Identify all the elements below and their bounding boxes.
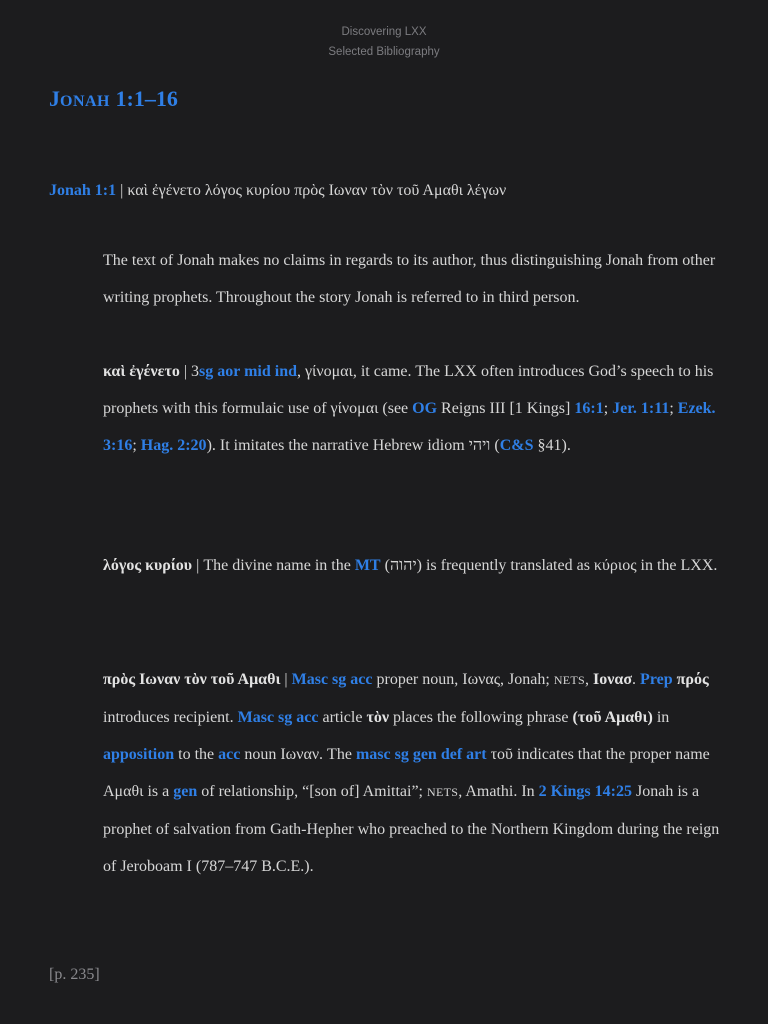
cs-link[interactable]: C&S <box>499 437 534 454</box>
verse-separator: | <box>116 182 128 199</box>
lemma-logos-kyriou: λόγος κυρίου <box>103 557 193 574</box>
ref-link-jer[interactable]: Jer. 1:11 <box>612 400 670 417</box>
og-link[interactable]: OG <box>412 400 438 417</box>
note-text: in <box>652 709 670 726</box>
note-text: introduces recipient. <box>103 709 238 726</box>
note-text: , <box>585 671 594 688</box>
apposition-link[interactable]: apposition <box>103 746 175 763</box>
mt-link[interactable]: MT <box>354 557 381 574</box>
lemma-pros-ionan: πρὸς Ιωναν τὸν τοῦ Αμαθι <box>103 671 281 688</box>
note-text: noun Ιωναν. The <box>240 746 356 763</box>
note-separator: | 3 <box>179 363 200 380</box>
intro-paragraph <box>103 242 728 316</box>
top-bar <box>0 22 768 62</box>
note-text: article <box>318 709 367 726</box>
chapter-heading <box>49 84 178 117</box>
note-kai-egeneto <box>103 353 728 464</box>
greek-tou-amathi: (τοῦ Αμαθι) <box>572 709 653 726</box>
masc-sg-acc-link-2[interactable]: Masc sg acc <box>237 709 319 726</box>
lemma-kai-egeneto: καὶ ἐγένετο <box>103 363 180 380</box>
note-text: | The divine name in the <box>192 557 355 574</box>
note-logos-kyriou <box>103 547 728 584</box>
note-separator: | <box>280 671 292 688</box>
greek-ionas: Ιονασ <box>593 671 633 688</box>
note-text: ; <box>132 437 141 454</box>
section-title: Selected Bibliography <box>328 46 440 58</box>
heading-initial: J <box>49 86 60 111</box>
ref-link-2-kings[interactable]: 2 Kings 14:25 <box>538 783 632 800</box>
note-text: §41). <box>533 437 571 454</box>
nets-abbrev: NETS <box>553 673 586 687</box>
greek-ton: τὸν <box>366 709 389 726</box>
note-text: to the <box>174 746 219 763</box>
note-text: proper noun, Ιωνας, Jonah; <box>372 671 554 688</box>
verse-ref-link[interactable]: Jonah 1:1 <box>49 182 117 199</box>
acc-link[interactable]: acc <box>218 746 241 763</box>
masc-sg-acc-link[interactable]: Masc sg acc <box>291 671 373 688</box>
note-text: . <box>632 671 641 688</box>
note-text: (יהוה) is frequently translated as κύριος in the LXX. <box>380 557 718 574</box>
note-text: τοῦ indicates that the proper name Αμαθι is a <box>103 746 710 800</box>
heading-ref: 1:1–16 <box>115 86 178 111</box>
note-text: , γίνομαι, it came. The LXX often introduces God’s speech to his prophets with this formulaic use of γίνομαι (see <box>103 363 714 417</box>
note-text: ). It imitates the narrative Hebrew idiom ויהי ( <box>206 437 500 454</box>
ref-link-16-1[interactable]: 16:1 <box>574 400 604 417</box>
note-text: Reigns III [1 Kings] <box>437 400 575 417</box>
heading-smallcaps: ONAH <box>60 93 110 110</box>
prep-link[interactable]: Prep <box>640 671 673 688</box>
ref-link-hag[interactable]: Hag. 2:20 <box>140 437 207 454</box>
note-text: Jonah is a prophet of salvation from Gath-Hepher who preached to the Northern Kingdom during the reign of Jeroboam I (787–747 B.C.E.). <box>103 783 720 875</box>
gen-link[interactable]: gen <box>173 783 198 800</box>
note-pros-ionan <box>103 661 728 885</box>
greek-pros: πρός <box>676 671 709 688</box>
note-text: ; <box>603 400 613 417</box>
page-number: [p. 235] <box>49 966 100 983</box>
verse-line <box>49 178 506 204</box>
note-text: places the following phrase <box>388 709 573 726</box>
masc-sg-gen-def-art-link[interactable]: masc sg gen def art <box>355 746 487 763</box>
nets-abbrev-2: NETS <box>427 785 459 799</box>
note-text: of relationship, “[son of] Amittai”; <box>197 783 427 800</box>
ref-link-ezek[interactable]: Ezek. 3:16 <box>103 400 716 454</box>
note-text: ; <box>669 400 678 417</box>
parse-link[interactable]: sg aor mid ind <box>199 363 297 380</box>
book-title: Discovering LXX <box>341 26 427 38</box>
verse-greek-text: καὶ ἐγένετο λόγος κυρίου πρὸς Ιωναν τὸν τοῦ Αμαθι λέγων <box>127 182 507 199</box>
note-text: , Amathi. In <box>458 783 539 800</box>
intro-text: The text of Jonah makes no claims in regards to its author, thus distinguishing Jonah from other writing prophets. Throughout the story Jonah is referred to in third person. <box>103 252 716 306</box>
